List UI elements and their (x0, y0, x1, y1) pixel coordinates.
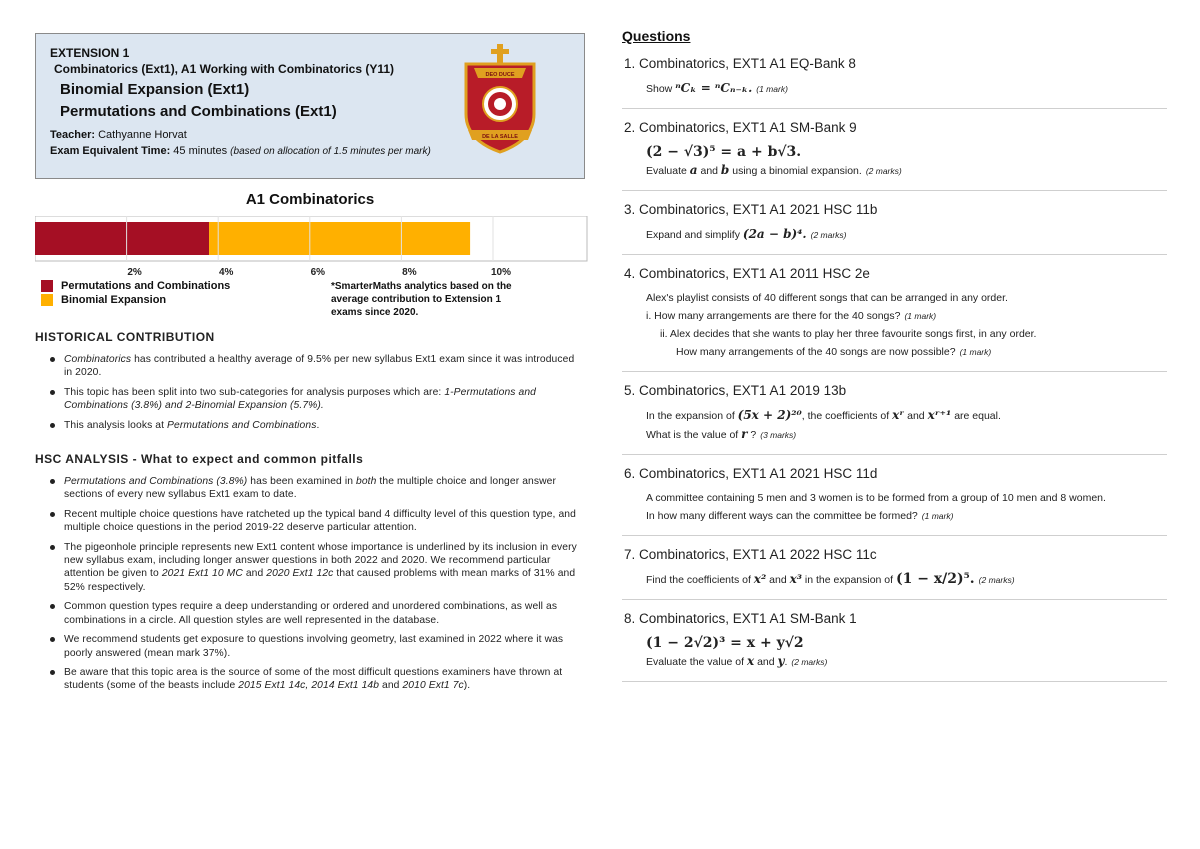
topic-header-box (35, 33, 585, 179)
left-column (35, 33, 585, 699)
extension-label: EXTENSION 1 (50, 46, 130, 60)
list-item: This analysis looks at Permutations and Combinations. (35, 419, 585, 432)
exam-time-note: (based on allocation of 1.5 minutes per mark) (230, 146, 431, 157)
question-5-body: In the expansion of (5x + 2)²⁰, the coefficients of xʳ and xʳ⁺¹ are equal. What is the value of r ? (3 marks) (646, 408, 1001, 441)
list-item: Common question types require a deep understanding or ordered and unordered combinations, as well as combinations in a circle. All question styles are well represented in the database. (35, 600, 585, 627)
list-item: This topic has been split into two sub-categories for analysis purposes which are: 1-Permutations and Combinations (3.8%) and 2-Binomial Expansion (5.7%). (35, 386, 585, 413)
question-2 (622, 120, 1167, 191)
teacher-label: Teacher: (50, 129, 96, 141)
bar-permutations-and-combinations (35, 222, 209, 255)
chart-title: A1 Combinatorics (245, 191, 375, 208)
x-tick-label: 4% (218, 267, 234, 278)
hsc-analysis-list (35, 475, 585, 693)
hsc-analysis-heading: HSC ANALYSIS - What to expect and common pitfalls (35, 452, 364, 467)
topic-title-2: Permutations and Combinations (Ext1) (60, 103, 337, 120)
question-4-body: Alex's playlist consists of 40 different songs that can be arranged in any order. i. How many arrangements are there for the 40 songs? (1 mark) ii. Alex decides that she wants to play her three favourite songs first, in any order. How many arrangements of the 40 songs are now possible? (1 mark) (646, 292, 1037, 358)
crest-motto-top: DEO DUCE (485, 72, 515, 78)
chart-area (35, 216, 595, 278)
list-item: We recommend students get exposure to questions involving geometry, last examined in 2022 where it was poorly answered (mean mark 37%). (35, 633, 585, 660)
right-column (622, 28, 1167, 693)
x-tick-label: 10% (490, 267, 512, 278)
question-5 (622, 383, 1167, 455)
legend-swatch-binomial (41, 294, 53, 306)
question-6 (622, 466, 1167, 536)
question-8-equation: (1 − 2√2)³ = x + y√2 (646, 635, 804, 651)
question-4 (622, 266, 1167, 372)
legend-label-binomial: Binomial Expansion (61, 294, 167, 306)
question-1-title[interactable]: 1. Combinatorics, EXT1 A1 EQ-Bank 8 (624, 56, 856, 71)
x-tick-label: 8% (402, 267, 417, 278)
question-2-body: (2 − √3)⁵ = a + b√3. Evaluate a and b using a binomial expansion. (2 marks) (622, 143, 1167, 180)
question-2-equation: (2 − √3)⁵ = a + b√3. (646, 144, 802, 160)
question-3 (622, 202, 1167, 255)
legend-item-binomial (41, 294, 166, 306)
x-tick-label: 2% (127, 267, 142, 278)
legend-item-permutations (41, 280, 230, 292)
chart-legend (35, 280, 585, 320)
topic-subtitle: Combinatorics (Ext1), A1 Working with Combinatorics (Y11) (54, 62, 395, 76)
list-item: The pigeonhole principle represents new Ext1 content whose importance is underlined by its inclusion in every new syllabus exam, including longer answer questions in both 2022 and 2020. We recommend particular attention be given to 2021 Ext1 10 MC and 2020 Ext1 12c that caused problems with mean marks of 31% and 52% respectively. (35, 541, 585, 595)
question-8-body: (1 − 2√2)³ = x + y√2 Evaluate the value of x and y. (2 marks) (622, 634, 1167, 671)
school-crest-logo (460, 44, 540, 156)
question-1 (622, 56, 1167, 109)
list-item: Permutations and Combinations (3.8%) has been examined in both the multiple choice and longer answer sections of every new syllabus Ext1 exam to date. (35, 475, 585, 502)
bar-binomial-expansion (209, 222, 470, 255)
list-item: Recent multiple choice questions have ratcheted up the typical band 4 difficulty level of this question type, and multiple choice questions in the period 2019-22 deserve particular attention. (35, 508, 585, 535)
question-3-body: Expand and simplify (2a − b)⁴. (2 marks) (646, 227, 847, 241)
question-7-body: Find the coefficients of x² and x³ in the expansion of (1 − x/2)⁵. (2 marks) (646, 571, 1015, 587)
stacked-bar-chart (35, 216, 595, 278)
historical-list (35, 353, 585, 432)
legend-label-permutations: Permutations and Combinations (61, 280, 231, 292)
analytics-note: *SmarterMaths analytics based on the average contribution to Extension 1 exams since 2020. (331, 281, 512, 318)
question-1-body: Show ⁿCₖ = ⁿCₙ₋ₖ. (1 mark) (646, 81, 788, 95)
teacher-name: Cathyanne Horvat (98, 129, 187, 141)
question-6-body: A committee containing 5 men and 3 women is to be formed from a group of 10 men and 8 women. In how many different ways can the committee be formed? (1 mark) (646, 492, 1106, 522)
question-2-title[interactable]: 2. Combinatorics, EXT1 A1 SM-Bank 9 (624, 120, 857, 135)
question-4-title[interactable]: 4. Combinatorics, EXT1 A1 2011 HSC 2e (624, 266, 870, 281)
topic-title-1: Binomial Expansion (Ext1) (60, 81, 250, 98)
exam-time-label: Exam Equivalent Time: (50, 145, 171, 157)
question-8-title[interactable]: 8. Combinatorics, EXT1 A1 SM-Bank 1 (624, 611, 857, 626)
question-3-title[interactable]: 3. Combinatorics, EXT1 A1 2021 HSC 11b (624, 202, 878, 217)
question-7 (622, 547, 1167, 600)
crest-motto-bottom: DE LA SALLE (482, 134, 518, 140)
question-6-title[interactable]: 6. Combinatorics, EXT1 A1 2021 HSC 11d (624, 466, 878, 481)
question-7-title[interactable]: 7. Combinatorics, EXT1 A1 2022 HSC 11c (624, 547, 877, 562)
list-item: Combinatorics has contributed a healthy average of 9.5% per new syllabus Ext1 exam since it was introduced in 2020. (35, 353, 585, 380)
legend-swatch-permutations (41, 280, 53, 292)
exam-time-value: 45 minutes (173, 145, 228, 157)
historical-heading: HISTORICAL CONTRIBUTION (35, 330, 215, 344)
list-item: Be aware that this topic area is the source of some of the most difficult questions examiners have thrown at students (some of the beasts include 2015 Ext1 14c, 2014 Ext1 14b and 2010 Ext1 7c). (35, 666, 585, 693)
question-8 (622, 611, 1167, 682)
question-5-title[interactable]: 5. Combinatorics, EXT1 A1 2019 13b (624, 383, 847, 398)
x-tick-label: 6% (310, 267, 326, 278)
questions-heading: Questions (622, 28, 691, 44)
